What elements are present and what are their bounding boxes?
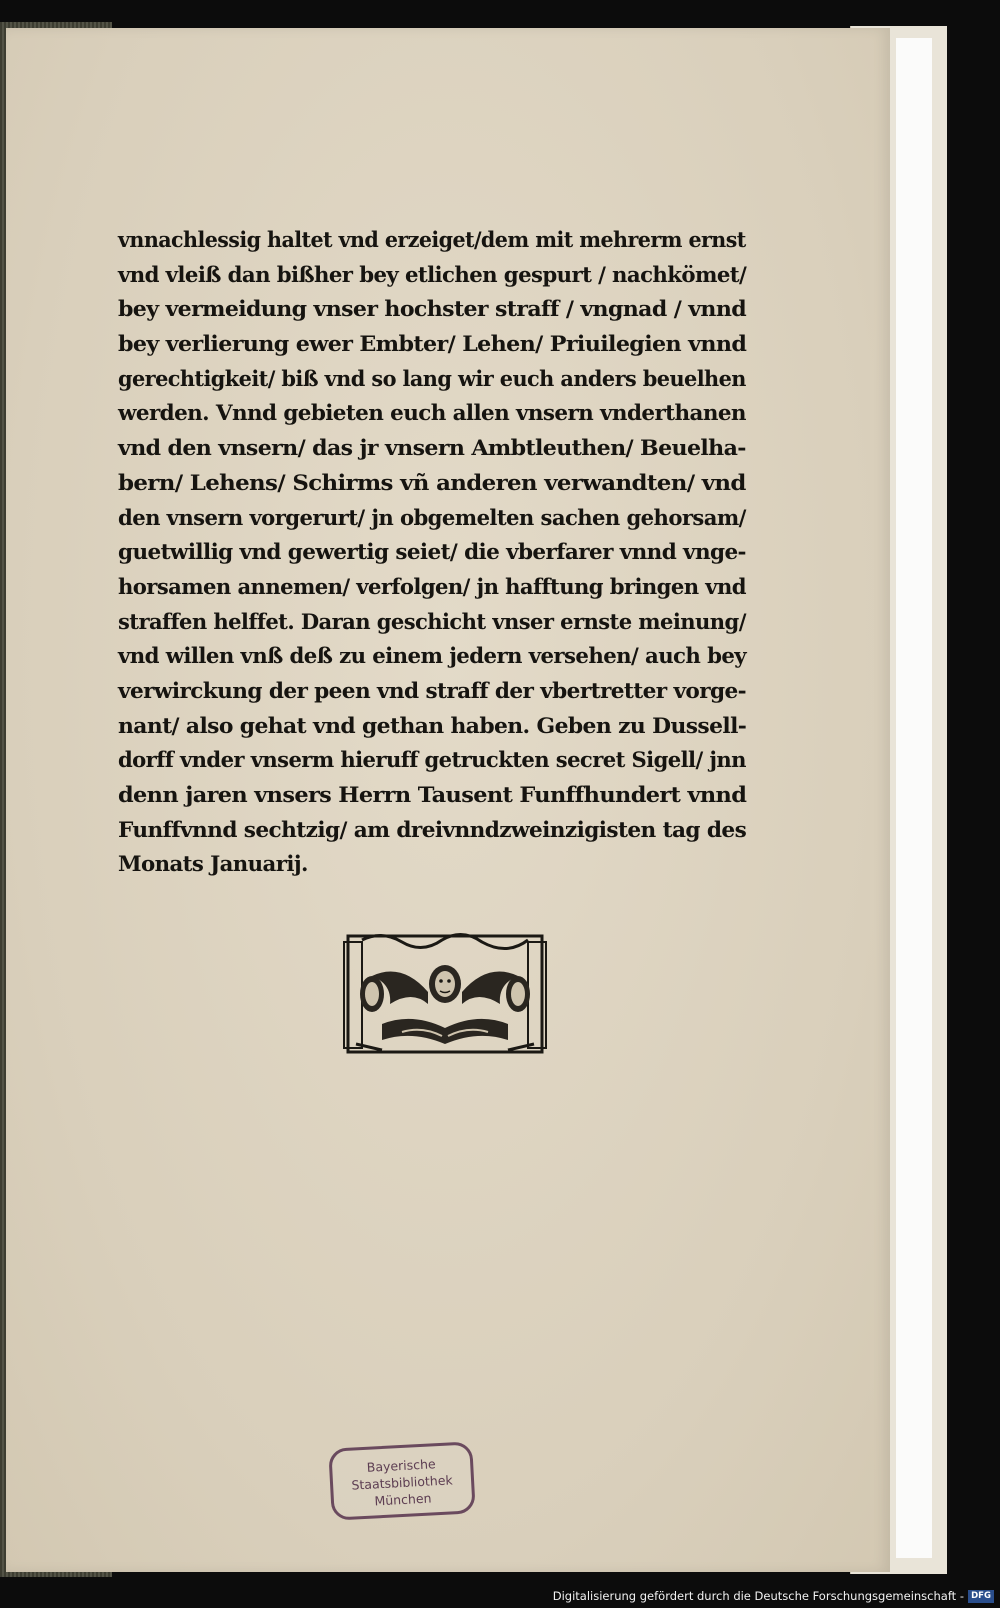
text-line: bey vermeidung vnser hochster straff / vngnad / vnnd bbox=[118, 297, 747, 323]
stamp-line: Bayerische bbox=[366, 1456, 437, 1475]
text-line: den vnsern vorgerurt/ jn obgemelten sachen gehorsam/ bbox=[118, 505, 746, 531]
library-stamp bbox=[328, 1441, 476, 1520]
text-line: bern/ Lehens/ Schirms vñ anderen verwandten/ vnd bbox=[118, 470, 746, 496]
text-line: horsamen annemen/ verfolgen/ jn hafftung bringen vnd bbox=[118, 574, 746, 600]
stamp-line: Staatsbibliothek bbox=[351, 1472, 454, 1493]
text-line: nant/ also gehat vnd gethan haben. Geben zu Dussell- bbox=[118, 713, 747, 739]
text-line: vnnachlessig haltet vnd erzeiget/dem mit mehrerm ernst bbox=[118, 228, 746, 253]
text-line: vnd willen vnß deß zu einem jedern versehen/ auch bey bbox=[118, 644, 747, 670]
document-text bbox=[118, 224, 758, 883]
text-line: denn jaren vnsers Herrn Tausent Funffhundert vnnd bbox=[118, 783, 747, 808]
text-line: werden. Vnnd gebieten euch allen vnsern vnderthanen bbox=[118, 401, 746, 427]
text-line: vnd vleiß dan bißher bey etlichen gespurt / nachkömet/ bbox=[118, 262, 747, 288]
stamp-line: München bbox=[374, 1490, 432, 1509]
text-line: guetwillig vnd gewertig seiet/ die vberfarer vnnd vnge- bbox=[118, 540, 746, 566]
woodcut-ornament-icon bbox=[342, 932, 548, 1058]
text-line: Funffvnnd sechtzig/ am dreivnndzweinzigisten tag des bbox=[118, 817, 747, 843]
text-line: bey verlierung ewer Embter/ Lehen/ Priuilegien vnnd bbox=[118, 332, 747, 358]
funding-credit: Digitalisierung gefördert durch die Deutsche Forschungsgemeinschaft - bbox=[552, 1589, 964, 1603]
text-line: vnd den vnsern/ das jr vnsern Ambtleuthen/ Beuelha- bbox=[118, 436, 746, 462]
text-line: Monats Januarij. bbox=[118, 852, 308, 878]
text-line: gerechtigkeit/ biß vnd so lang wir euch anders beuelhen bbox=[118, 366, 746, 392]
text-line: straffen helffet. Daran geschicht vnser ernste meinung/ bbox=[118, 609, 746, 635]
dfg-logo: DFG bbox=[968, 1590, 994, 1603]
text-line: dorff vnder vnserm hieruff getruckten secret Sigell/ jnn bbox=[118, 748, 746, 774]
footer-bar bbox=[0, 1586, 1000, 1608]
cover-board-edge bbox=[896, 38, 932, 1558]
document-page bbox=[6, 28, 890, 1572]
text-line: verwirckung der peen vnd straff der vbertretter vorge- bbox=[118, 678, 747, 704]
